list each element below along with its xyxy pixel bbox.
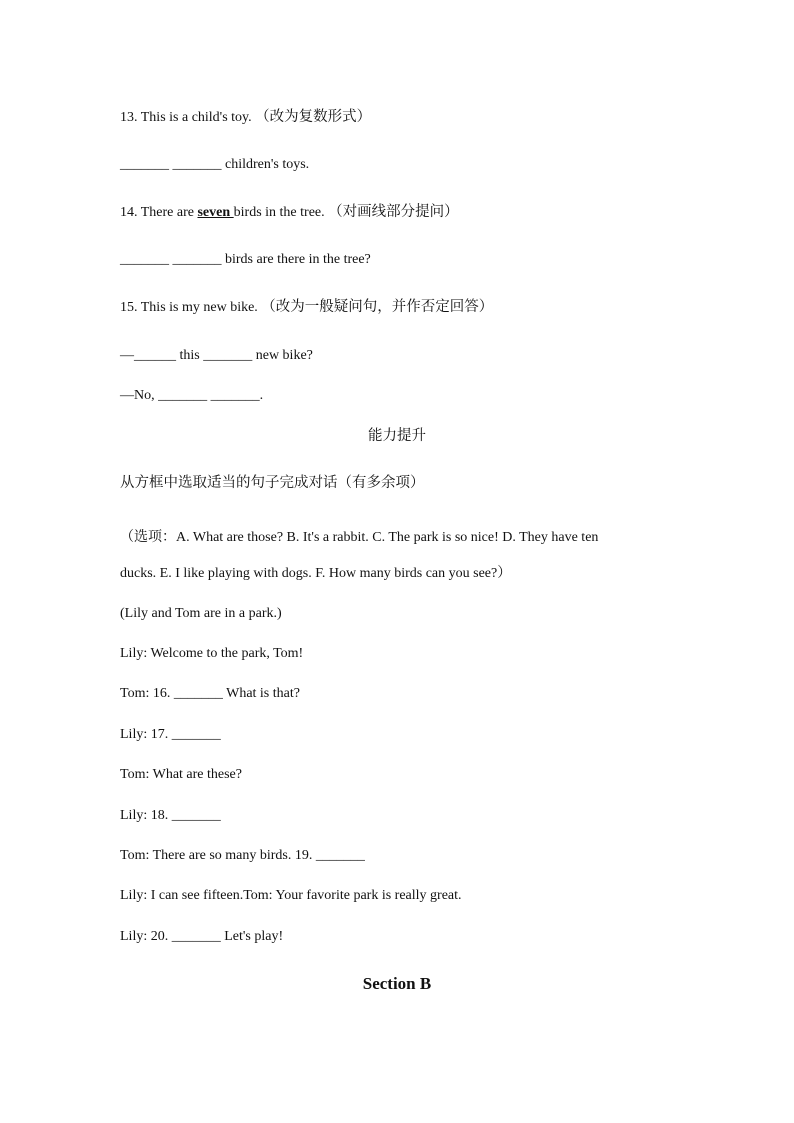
question-15-answer-line-1: —______ this _______ new bike?: [120, 348, 313, 363]
dialogue-line: Tom: 16. _______ What is that?: [120, 686, 300, 701]
dialogue-line: Tom: What are these?: [120, 767, 242, 782]
dialogue-line: Lily: 17. _______: [120, 727, 221, 742]
question-14: [120, 202, 459, 223]
question-13-prompt: 13. This is a child's toy.: [120, 110, 252, 125]
question-13-answer-line: _______ _______ children's toys.: [120, 157, 310, 172]
section-b-title: Section B: [362, 974, 432, 993]
dialogue-line: Lily: I can see fifteen.Tom: Your favorite park is really great.: [120, 888, 462, 903]
question-14-underlined-word: seven: [197, 205, 234, 220]
dialogue-line: Lily: 18. _______: [120, 808, 221, 823]
question-15-answer-line-2: —No, _______ _______.: [120, 388, 264, 403]
options-line-2: ducks. E. I like playing with dogs. F. How many birds can you see?）: [120, 566, 512, 581]
section-heading-ability: 能力提升: [368, 428, 426, 444]
question-14-instruction: （对画线部分提问）: [328, 204, 459, 220]
question-14-prompt-start: 14. There are: [120, 205, 198, 220]
question-15-prompt: 15. This is my new bike.: [120, 300, 258, 315]
dialogue-line: Lily: Welcome to the park, Tom!: [120, 646, 304, 661]
options-line-1: （选项：A. What are those? B. It's a rabbit. C. The park is so nice! D. They have ten: [120, 530, 599, 545]
question-13: [120, 107, 371, 128]
dialogue-line: Lily: 20. _______ Let's play!: [120, 929, 284, 944]
question-13-instruction: （改为复数形式）: [255, 109, 372, 125]
dialogue-instruction: 从方框中选取适当的句子完成对话（有多余项）: [120, 475, 425, 491]
question-15: [120, 297, 493, 318]
question-14-prompt-end: birds in the tree.: [233, 205, 325, 220]
dialogue-line: Tom: There are so many birds. 19. _______: [120, 848, 365, 863]
dialogue-line: (Lily and Tom are in a park.): [120, 606, 282, 621]
question-15-instruction: （改为一般疑问句，并作否定回答）: [261, 299, 494, 315]
question-14-answer-line: _______ _______ birds are there in the tree?: [120, 252, 371, 267]
